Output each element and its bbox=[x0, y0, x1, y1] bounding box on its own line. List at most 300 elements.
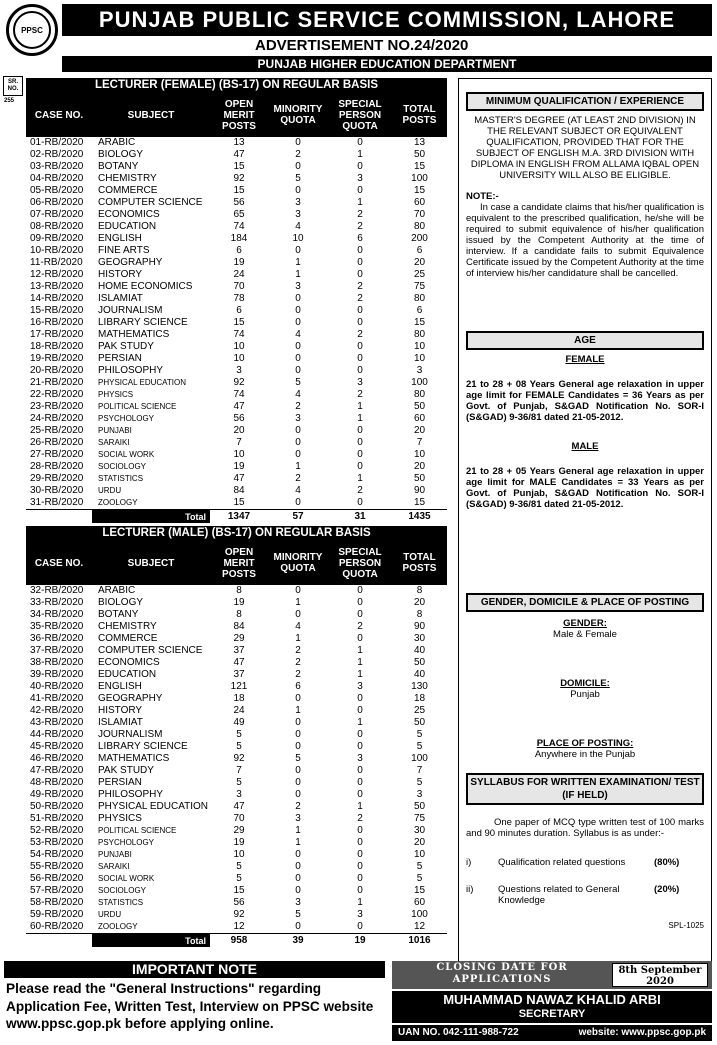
cell-special-person: 1 bbox=[357, 149, 363, 160]
cell-open-merit: 47 bbox=[233, 401, 245, 412]
cell-open-merit: 15 bbox=[233, 317, 245, 328]
cell-minority: 0 bbox=[295, 885, 301, 896]
table-row bbox=[26, 497, 447, 510]
cell-subject: ZOOLOGY bbox=[98, 922, 138, 931]
table-row bbox=[26, 681, 447, 693]
cell-minority: 2 bbox=[295, 801, 301, 812]
cell-open-merit: 49 bbox=[233, 717, 245, 728]
cell-special-person: 0 bbox=[357, 257, 363, 268]
col-total: TOTAL POSTS bbox=[392, 541, 447, 585]
cell-special-person: 6 bbox=[357, 233, 363, 244]
cell-case-no: 58-RB/2020 bbox=[30, 897, 84, 908]
cell-minority: 0 bbox=[295, 609, 301, 620]
cell-minority: 2 bbox=[295, 669, 301, 680]
cell-case-no: 29-RB/2020 bbox=[30, 473, 84, 484]
age-female-text: 21 to 28 + 08 Years General age relaxation in upper age limit for FEMALE Candidates = 36 Years as per Govt. of Punjab, S&GAD Notification No. SOR-I (S&GAD) 9-36/81 dated 21-05-2012. bbox=[466, 379, 704, 423]
table-row bbox=[26, 293, 447, 305]
cell-total-posts: 20 bbox=[413, 837, 426, 848]
cell-total-posts: 40 bbox=[413, 645, 426, 656]
cell-case-no: 53-RB/2020 bbox=[30, 837, 84, 848]
cell-subject: PHYSICAL EDUCATION bbox=[98, 378, 187, 387]
cell-special-person: 2 bbox=[357, 293, 363, 304]
cell-minority: 1 bbox=[295, 257, 301, 268]
cell-subject: EDUCATION bbox=[98, 669, 157, 680]
cell-subject: LIBRARY SCIENCE bbox=[98, 317, 188, 328]
table-row bbox=[26, 377, 447, 389]
table-row bbox=[26, 813, 447, 825]
note-label: NOTE:- bbox=[466, 191, 499, 202]
cell-case-no: 30-RB/2020 bbox=[30, 485, 84, 496]
cell-subject: ISLAMIAT bbox=[98, 293, 143, 304]
cell-special-person: 2 bbox=[357, 329, 363, 340]
cell-open-merit: 47 bbox=[233, 149, 245, 160]
cell-minority: 2 bbox=[295, 645, 301, 656]
cell-special-person: 0 bbox=[357, 609, 363, 620]
cell-subject: COMPUTER SCIENCE bbox=[98, 645, 203, 656]
cell-case-no: 07-RB/2020 bbox=[30, 209, 84, 220]
cell-case-no: 39-RB/2020 bbox=[30, 669, 84, 680]
total-posts: 1016 bbox=[392, 934, 447, 948]
table-row bbox=[26, 837, 447, 849]
cell-total-posts: 12 bbox=[413, 921, 426, 932]
cell-total-posts: 7 bbox=[416, 765, 423, 776]
age-male-label: MALE bbox=[571, 441, 599, 452]
cell-case-no: 10-RB/2020 bbox=[30, 245, 84, 256]
cell-special-person: 2 bbox=[357, 485, 363, 496]
cell-total-posts: 50 bbox=[413, 657, 426, 668]
syllabus-item bbox=[466, 884, 704, 906]
domicile-value: Punjab bbox=[570, 689, 600, 700]
cell-special-person: 2 bbox=[357, 281, 363, 292]
cell-special-person: 0 bbox=[357, 353, 363, 364]
secretary-name: MUHAMMAD NAWAZ KHALID ARBI bbox=[443, 992, 661, 1007]
cell-subject: FINE ARTS bbox=[98, 245, 150, 256]
cell-open-merit: 121 bbox=[230, 681, 248, 692]
cell-minority: 0 bbox=[295, 873, 301, 884]
col-case-no: CASE NO. bbox=[26, 93, 92, 137]
cell-case-no: 54-RB/2020 bbox=[30, 849, 84, 860]
qualification-text: MASTER'S DEGREE (AT LEAST 2ND DIVISION) IN THE RELEVANT SUBJECT OR EQUIVALENT QUALIFICATION, PROVIDED THAT FOR THE SUBJECT OF ENGLISH M.A. 3RD DIVISION WITH DIPLOMA IN ENGLISH FROM ALLAMA IQBAL OPEN UNIVERSITY WILL ALSO BE ELIGIBLE. bbox=[470, 115, 700, 181]
cell-total-posts: 100 bbox=[411, 909, 428, 920]
cell-special-person: 0 bbox=[357, 705, 363, 716]
syllabus-text: One paper of MCQ type written test of 100 marks and 90 minutes duration. Syllabus is as under:- bbox=[466, 817, 704, 839]
table-row bbox=[26, 413, 447, 425]
cell-special-person: 0 bbox=[357, 873, 363, 884]
cell-subject: PHYSICS bbox=[98, 813, 142, 824]
cell-subject: GEOGRAPHY bbox=[98, 257, 163, 268]
cell-total-posts: 3 bbox=[416, 365, 423, 376]
table-row bbox=[26, 353, 447, 365]
table-row bbox=[26, 645, 447, 657]
cell-minority: 0 bbox=[295, 437, 301, 448]
female-table-header bbox=[26, 93, 447, 137]
cell-case-no: 34-RB/2020 bbox=[30, 609, 84, 620]
cell-special-person: 1 bbox=[357, 197, 363, 208]
cell-special-person: 2 bbox=[357, 621, 363, 632]
cell-subject: STATISTICS bbox=[98, 474, 144, 483]
cell-minority: 1 bbox=[295, 825, 301, 836]
cell-total-posts: 3 bbox=[416, 789, 423, 800]
cell-total-posts: 10 bbox=[413, 449, 426, 460]
cell-subject: POLITICAL SCIENCE bbox=[98, 826, 177, 835]
cell-case-no: 56-RB/2020 bbox=[30, 873, 84, 884]
cell-minority: 4 bbox=[295, 329, 301, 340]
cell-minority: 1 bbox=[295, 837, 301, 848]
cell-open-merit: 10 bbox=[233, 341, 245, 352]
cell-special-person: 0 bbox=[357, 837, 363, 848]
cell-subject: ZOOLOGY bbox=[98, 498, 138, 507]
cell-open-merit: 10 bbox=[233, 353, 245, 364]
cell-special-person: 0 bbox=[357, 921, 363, 932]
cell-total-posts: 130 bbox=[411, 681, 428, 692]
cell-special-person: 0 bbox=[357, 449, 363, 460]
closing-date-box bbox=[392, 961, 712, 989]
cell-open-merit: 47 bbox=[233, 801, 245, 812]
cell-open-merit: 6 bbox=[236, 305, 242, 316]
cell-total-posts: 80 bbox=[413, 389, 426, 400]
cell-subject: PUNJABI bbox=[98, 426, 132, 435]
cell-special-person: 3 bbox=[357, 681, 363, 692]
website-link[interactable]: website: www.ppsc.gop.pk bbox=[578, 1027, 706, 1038]
cell-minority: 1 bbox=[295, 597, 301, 608]
ppsc-logo bbox=[6, 4, 58, 56]
table-row bbox=[26, 585, 447, 597]
cell-open-merit: 74 bbox=[233, 329, 245, 340]
cell-subject: PUNJABI bbox=[98, 850, 132, 859]
cell-minority: 6 bbox=[295, 681, 301, 692]
qualification-heading: MINIMUM QUALIFICATION / EXPERIENCE bbox=[466, 92, 704, 111]
cell-special-person: 0 bbox=[357, 585, 363, 596]
table-row bbox=[26, 425, 447, 437]
cell-case-no: 13-RB/2020 bbox=[30, 281, 84, 292]
cell-subject: SOCIOLOGY bbox=[98, 886, 147, 895]
cell-special-person: 0 bbox=[357, 849, 363, 860]
table-row bbox=[26, 693, 447, 705]
cell-total-posts: 13 bbox=[413, 137, 426, 148]
cell-minority: 5 bbox=[295, 753, 301, 764]
age-female-label: FEMALE bbox=[565, 354, 605, 365]
cell-minority: 4 bbox=[295, 221, 301, 232]
table-row bbox=[26, 921, 447, 934]
syllabus-item-label: Qualification related questions bbox=[498, 857, 626, 868]
cell-case-no: 40-RB/2020 bbox=[30, 681, 84, 692]
table-row bbox=[26, 257, 447, 269]
female-posts-table bbox=[26, 93, 447, 523]
cell-minority: 4 bbox=[295, 621, 301, 632]
table-row bbox=[26, 389, 447, 401]
cell-total-posts: 100 bbox=[411, 753, 428, 764]
table-row bbox=[26, 329, 447, 341]
cell-special-person: 0 bbox=[357, 317, 363, 328]
cell-open-merit: 8 bbox=[236, 585, 242, 596]
cell-subject: ARABIC bbox=[98, 137, 136, 148]
cell-subject: JOURNALISM bbox=[98, 305, 163, 316]
cell-subject: SARAIKI bbox=[98, 438, 130, 447]
cell-minority: 1 bbox=[295, 461, 301, 472]
cell-minority: 3 bbox=[295, 281, 301, 292]
cell-open-merit: 74 bbox=[233, 221, 245, 232]
cell-subject: ISLAMIAT bbox=[98, 717, 143, 728]
cell-open-merit: 56 bbox=[233, 197, 245, 208]
col-minority: MINORITY QUOTA bbox=[268, 541, 328, 585]
cell-open-merit: 10 bbox=[233, 849, 245, 860]
cell-total-posts: 15 bbox=[413, 885, 426, 896]
table-row bbox=[26, 621, 447, 633]
cell-case-no: 52-RB/2020 bbox=[30, 825, 84, 836]
posting-section bbox=[466, 593, 704, 760]
cell-open-merit: 5 bbox=[236, 777, 242, 788]
cell-open-merit: 15 bbox=[233, 497, 245, 508]
table-row bbox=[26, 717, 447, 729]
cell-minority: 1 bbox=[295, 269, 301, 280]
table-row bbox=[26, 897, 447, 909]
table-row bbox=[26, 161, 447, 173]
cell-open-merit: 47 bbox=[233, 657, 245, 668]
table-row bbox=[26, 317, 447, 329]
cell-open-merit: 5 bbox=[236, 873, 242, 884]
cell-special-person: 0 bbox=[357, 269, 363, 280]
cell-special-person: 1 bbox=[357, 669, 363, 680]
cell-special-person: 3 bbox=[357, 377, 363, 388]
total-blank bbox=[26, 934, 92, 948]
cell-total-posts: 80 bbox=[413, 329, 426, 340]
cell-special-person: 1 bbox=[357, 717, 363, 728]
closing-date-value: 8th September 2020 bbox=[612, 963, 708, 987]
cell-case-no: 11-RB/2020 bbox=[30, 257, 83, 268]
note-text: In case a candidate claims that his/her qualification is equivalent to the prescribed qualification, he/she will be required to submit equivalence of his/her qualification issued by the Competent Authority at the time of interview. If a candidate fails to submit Equivalence Certificate issued by the Competent Authority at the time of interview his/her candidature shall be cancelled. bbox=[466, 202, 704, 279]
cell-case-no: 16-RB/2020 bbox=[30, 317, 84, 328]
cell-open-merit: 19 bbox=[233, 257, 245, 268]
cell-case-no: 38-RB/2020 bbox=[30, 657, 84, 668]
total-minority: 39 bbox=[268, 934, 328, 948]
cell-case-no: 50-RB/2020 bbox=[30, 801, 84, 812]
cell-total-posts: 18 bbox=[413, 693, 426, 704]
cell-subject: PHILOSOPHY bbox=[98, 789, 164, 800]
cell-total-posts: 15 bbox=[413, 497, 426, 508]
cell-case-no: 33-RB/2020 bbox=[30, 597, 84, 608]
cell-case-no: 02-RB/2020 bbox=[30, 149, 84, 160]
table-row bbox=[26, 137, 447, 149]
cell-special-person: 0 bbox=[357, 461, 363, 472]
syllabus-item-num: ii) bbox=[466, 884, 474, 895]
cell-subject: ECONOMICS bbox=[98, 209, 160, 220]
cell-special-person: 0 bbox=[357, 825, 363, 836]
syllabus-item-pct: (80%) bbox=[654, 857, 680, 868]
cell-case-no: 24-RB/2020 bbox=[30, 413, 84, 424]
cell-subject: HISTORY bbox=[98, 269, 143, 280]
cell-special-person: 0 bbox=[357, 365, 363, 376]
cell-open-merit: 6 bbox=[236, 245, 242, 256]
cell-special-person: 0 bbox=[357, 729, 363, 740]
table-row bbox=[26, 401, 447, 413]
cell-subject: HISTORY bbox=[98, 705, 143, 716]
table-row bbox=[26, 657, 447, 669]
cell-open-merit: 18 bbox=[233, 693, 245, 704]
cell-open-merit: 15 bbox=[233, 185, 245, 196]
cell-special-person: 0 bbox=[357, 597, 363, 608]
cell-case-no: 60-RB/2020 bbox=[30, 921, 84, 932]
female-table-section bbox=[26, 78, 447, 523]
cell-subject: SARAIKI bbox=[98, 862, 130, 871]
table-row bbox=[26, 341, 447, 353]
cell-total-posts: 5 bbox=[416, 729, 423, 740]
col-special-person: SPECIAL PERSON QUOTA bbox=[328, 541, 392, 585]
total-row bbox=[26, 510, 447, 524]
cell-case-no: 01-RB/2020 bbox=[30, 137, 84, 148]
cell-open-merit: 8 bbox=[236, 609, 242, 620]
cell-case-no: 21-RB/2020 bbox=[30, 377, 84, 388]
table-row bbox=[26, 705, 447, 717]
cell-minority: 0 bbox=[295, 341, 301, 352]
cell-minority: 0 bbox=[295, 185, 301, 196]
cell-open-merit: 7 bbox=[236, 437, 242, 448]
cell-open-merit: 24 bbox=[233, 269, 245, 280]
cell-special-person: 2 bbox=[357, 813, 363, 824]
cell-open-merit: 65 bbox=[233, 209, 245, 220]
cell-total-posts: 50 bbox=[413, 801, 426, 812]
cell-case-no: 05-RB/2020 bbox=[30, 185, 84, 196]
syllabus-item-pct: (20%) bbox=[654, 884, 680, 895]
cell-total-posts: 80 bbox=[413, 293, 426, 304]
cell-open-merit: 78 bbox=[233, 293, 245, 304]
cell-open-merit: 3 bbox=[236, 365, 242, 376]
cell-special-person: 0 bbox=[357, 765, 363, 776]
age-heading: AGE bbox=[466, 331, 704, 350]
cell-subject: URDU bbox=[98, 486, 122, 495]
cell-subject: BOTANY bbox=[98, 609, 139, 620]
cell-open-merit: 24 bbox=[233, 705, 245, 716]
cell-total-posts: 100 bbox=[411, 377, 428, 388]
cell-minority: 0 bbox=[295, 585, 301, 596]
cell-total-posts: 15 bbox=[413, 185, 426, 196]
cell-open-merit: 70 bbox=[233, 281, 245, 292]
cell-subject: COMMERCE bbox=[98, 185, 158, 196]
male-table-header bbox=[26, 541, 447, 585]
col-open-merit: OPEN MERIT POSTS bbox=[210, 541, 268, 585]
cell-minority: 0 bbox=[295, 161, 301, 172]
cell-special-person: 0 bbox=[357, 861, 363, 872]
col-minority: MINORITY QUOTA bbox=[268, 93, 328, 137]
place-of-posting-label: PLACE OF POSTING: bbox=[536, 738, 634, 749]
cell-minority: 0 bbox=[295, 741, 301, 752]
table-row bbox=[26, 221, 447, 233]
cell-total-posts: 60 bbox=[413, 413, 426, 424]
age-section bbox=[466, 331, 704, 510]
cell-minority: 0 bbox=[295, 365, 301, 376]
cell-total-posts: 10 bbox=[413, 353, 426, 364]
cell-case-no: 06-RB/2020 bbox=[30, 197, 84, 208]
cell-case-no: 46-RB/2020 bbox=[30, 753, 84, 764]
cell-special-person: 1 bbox=[357, 801, 363, 812]
col-total: TOTAL POSTS bbox=[392, 93, 447, 137]
cell-open-merit: 5 bbox=[236, 729, 242, 740]
table-row bbox=[26, 197, 447, 209]
cell-total-posts: 5 bbox=[416, 873, 423, 884]
gender-value: Male & Female bbox=[553, 629, 617, 640]
cell-case-no: 47-RB/2020 bbox=[30, 765, 84, 776]
cell-special-person: 0 bbox=[357, 425, 363, 436]
cell-total-posts: 20 bbox=[413, 425, 426, 436]
cell-subject: JOURNALISM bbox=[98, 729, 163, 740]
table-row bbox=[26, 149, 447, 161]
cell-minority: 0 bbox=[295, 717, 301, 728]
cell-special-person: 0 bbox=[357, 437, 363, 448]
col-subject: SUBJECT bbox=[92, 541, 210, 585]
table-row bbox=[26, 473, 447, 485]
cell-total-posts: 30 bbox=[413, 825, 426, 836]
table-row bbox=[26, 245, 447, 257]
table-row bbox=[26, 173, 447, 185]
cell-case-no: 36-RB/2020 bbox=[30, 633, 84, 644]
cell-total-posts: 6 bbox=[416, 305, 423, 316]
cell-subject: ENGLISH bbox=[98, 681, 142, 692]
cell-open-merit: 84 bbox=[233, 621, 245, 632]
table-row bbox=[26, 633, 447, 645]
cell-subject: ENGLISH bbox=[98, 233, 142, 244]
cell-special-person: 0 bbox=[357, 693, 363, 704]
cell-special-person: 0 bbox=[357, 789, 363, 800]
cell-case-no: 15-RB/2020 bbox=[30, 305, 84, 316]
table-row bbox=[26, 281, 447, 293]
qualification-section bbox=[466, 92, 704, 279]
table-row bbox=[26, 609, 447, 621]
cell-case-no: 22-RB/2020 bbox=[30, 389, 84, 400]
cell-total-posts: 25 bbox=[413, 269, 426, 280]
cell-special-person: 2 bbox=[357, 389, 363, 400]
cell-subject: PAK STUDY bbox=[98, 341, 154, 352]
cell-open-merit: 56 bbox=[233, 897, 245, 908]
total-blank bbox=[26, 510, 92, 524]
cell-open-merit: 15 bbox=[233, 885, 245, 896]
cell-case-no: 37-RB/2020 bbox=[30, 645, 84, 656]
cell-open-merit: 92 bbox=[233, 753, 245, 764]
syllabus-section bbox=[466, 773, 704, 931]
cell-case-no: 42-RB/2020 bbox=[30, 705, 84, 716]
cell-subject: PSYCHOLOGY bbox=[98, 414, 155, 423]
table-row bbox=[26, 873, 447, 885]
cell-case-no: 23-RB/2020 bbox=[30, 401, 84, 412]
cell-open-merit: 20 bbox=[233, 425, 245, 436]
table-row bbox=[26, 269, 447, 281]
cell-open-merit: 7 bbox=[236, 765, 242, 776]
syllabus-item-label: Questions related to General Knowledge bbox=[498, 884, 620, 906]
cell-open-merit: 12 bbox=[233, 921, 245, 932]
table-row bbox=[26, 909, 447, 921]
cell-case-no: 57-RB/2020 bbox=[30, 885, 84, 896]
cell-case-no: 14-RB/2020 bbox=[30, 293, 84, 304]
cell-total-posts: 70 bbox=[413, 209, 426, 220]
cell-case-no: 41-RB/2020 bbox=[30, 693, 84, 704]
total-minority: 57 bbox=[268, 510, 328, 524]
cell-minority: 2 bbox=[295, 149, 301, 160]
cell-case-no: 49-RB/2020 bbox=[30, 789, 84, 800]
cell-subject: COMMERCE bbox=[98, 633, 158, 644]
table-row bbox=[26, 801, 447, 813]
cell-subject: MATHEMATICS bbox=[98, 753, 170, 764]
cell-case-no: 55-RB/2020 bbox=[30, 861, 84, 872]
cell-subject: PHILOSOPHY bbox=[98, 365, 164, 376]
cell-minority: 0 bbox=[295, 789, 301, 800]
table-row bbox=[26, 885, 447, 897]
cell-special-person: 3 bbox=[357, 909, 363, 920]
cell-total-posts: 7 bbox=[416, 437, 423, 448]
col-case-no: CASE NO. bbox=[26, 541, 92, 585]
cell-minority: 0 bbox=[295, 317, 301, 328]
cell-minority: 1 bbox=[295, 705, 301, 716]
cell-open-merit: 92 bbox=[233, 377, 245, 388]
uan-number: UAN NO. 042-111-988-722 bbox=[398, 1027, 519, 1038]
cell-minority: 0 bbox=[295, 449, 301, 460]
